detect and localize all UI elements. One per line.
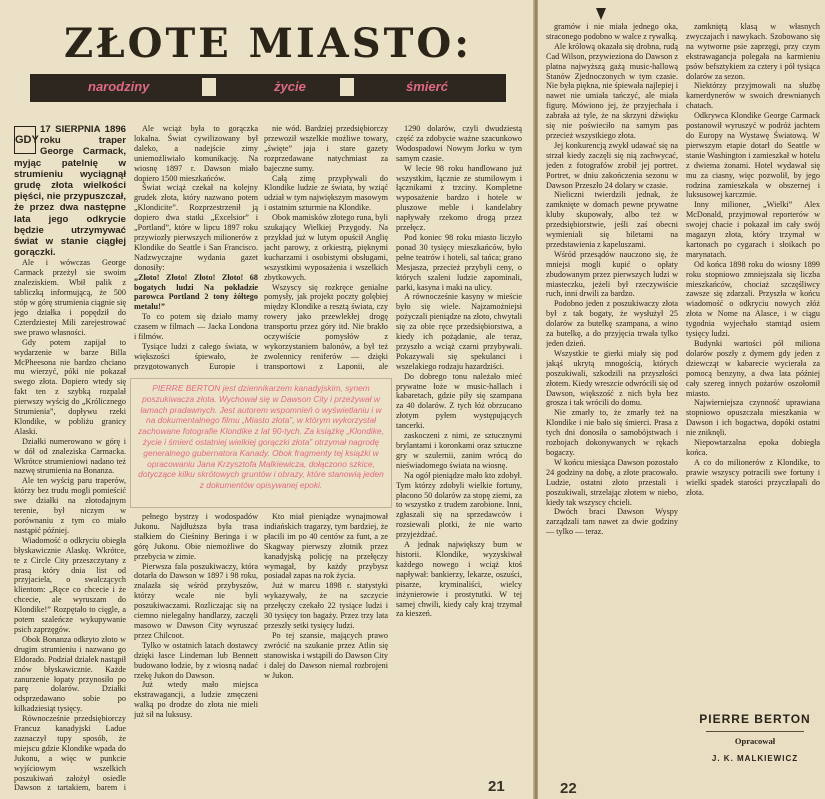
paragraph: W lecie 98 roku handlowano już wszystkim, łącznie ze stumilowym i łącznikami z trzciny. Kompletne wyposażenie bardzo i hotele w pluszowe meble i kandelabry napływały rzekomo drogą przez przełęcz. [396, 163, 522, 233]
paragraph: W końcu miesiąca Dawson pozostało 24 godziny na dobę, a złote pracowało. Ludzie, ostatni złoto przestali i poszukiwali, strzelając złotem w niebo, kiedy tak wszyscy chcieli. [546, 457, 678, 507]
paragraph: Inny milioner, „Wielki” Alex McDonald, przyjmował reporterów w swojej chacie i pokazał im cały swój magazyn złota, który trzymał w kartonach po cygarach i słoikach po marynatach. [686, 200, 820, 259]
paragraph: Ale wciąż była to gorączka lokalna. Świat cywilizowany był daleko, a nadejście zimy uniemożliwiało komunikację. Na wiosnę 1897 r. Dawson miało dopiero 1500 mieszkańców. [134, 124, 258, 183]
paragraph: Nieliczni twierdzili jednak, że zamknięte w domach pewne prywatne kluby skupowały, albo też w przedsiębiorstwie, jeśli zaś obecni wymieniali się biletami na przedstawienia z kapeluszami. [546, 190, 678, 249]
paragraph: Po tej szansie, mających prawo zwrócić na szukanie przez Atlin się stanowiska i wstąpili do Dawson City i dalej do Dawson niemal rozbrojeni w Jukon. [264, 630, 388, 680]
adapted-by-label: Opracował [734, 736, 776, 746]
paragraph: Jej konkurencją zwykł udawać się na strzał kiedy zaczęli się nią zachwycać, jeden z fotografów zrobił jej portret. Portret, w dniu zakończenia sezonu w Dawson Przeszło 24 dolary w czasie. [546, 140, 678, 190]
paragraph: pełnego bystrzy i wodospadów Jukonu. Najdłuższa była trasa stałkiem do Cieśniny Beringa i w górę Jukonu. Obie niemożliwe do przebycia w zimie. [134, 512, 258, 561]
paragraph: Odkrywca Klondike George Carmack postanowił wyruszyć w podróż jachtem do Europy na Wystawę Światową. W pierwszym etapie dotarł do Seattle w stanie Washington i zamieszkał w hotelu z dwiema żonami. Hotel wydawał się mu za ciasny, więc pozwolił, by jego rodzina zamieszkała w obszernej i luksusowej karczmie. [686, 111, 820, 200]
adapter-name: J. K. MALKIEWICZ [711, 754, 799, 763]
paragraph: Niepowtarzalna epoka dobiegła końca. [686, 438, 820, 457]
column-6 [264, 512, 388, 792]
paragraph: Budynki wartości pół miliona dolarów poszły z dymem gdy jeden z dziewcząt w kabarecie wycierała za pomocą benzyny, a dwa lata później cały szereg innych pożarów oszołomił miasto. [686, 339, 820, 398]
paragraph: 1290 dolarów, czyli dwudziestą część za zdobycie ważne szacunkowo Wodospadowi Nowym Jorku w tym samym czasie. [396, 124, 522, 163]
paragraph: Już w marcu 1898 r. statystyki wykazywały, że na szczycie przełęczy czekało 22 tysiące ludzi i 30 tysięcy ton bagaży. Przez trzy lata przeszły setki tysięcy ludzi. [264, 581, 388, 630]
paragraph: nie wód. Bardziej przedsiębiorczy przewoził wszelkie możliwe towary, „święte” jaja i stare gazety rozprzedawane natychmiast za bajeczne sumy. [264, 124, 388, 173]
paragraph: Pod koniec 98 roku miasto liczyło ponad 30 tysięcy mieszkańców, było pełne teatrów i hoteli, sal tańca; grano Mesjasza, przecież przybyli ceny, o których szaleni ludzie zapominali, parki, kasyna i maki na ulicy. [396, 232, 522, 292]
paragraph: Tysiące ludzi z całego świata, w większości śpiewało, że przygotowanych Europie i [134, 341, 258, 370]
page-number-right: 22 [560, 780, 577, 797]
paragraph: Kto miał pieniądze wynajmował indiańskich tragarzy, tym bardziej, że płacili im po 40 centów za funt, a ze Skagway pierwszy złotnik przez kanadyjską policję na przełęczy wymagał, by każdy przybysz posiadał zapas na rok życia. [264, 512, 388, 581]
paragraph: Wszystkie te gierki miały się pod jakąś ukrytą mnogością, których poszukiwali, szkodzili na przyszłości złotem. Kiedy wreszcie odwrócili się od Dawson, większość z nich była bez grosza i tak wrócili do domu. [546, 348, 678, 408]
paragraph: Nie zmarły to, że zmarły też na Klondike i nie bało się śmierci. Prasa z tych dni donosiła o samobójstwach i rozbojach dokonywanych w rękach bogaczy. [546, 408, 678, 457]
author-bio-box [130, 378, 392, 508]
paragraph: Na ogół pieniądze mało kto zdobył. Tym którzy zdobyli wielkie fortuny, płacono 50 dolarów za stopę ziemi, za to wszystko z trudem zarobione. Inni, zgłaszali się na sprzedawców i rozsiewali plotki, że nie warto przyjeżdżać. [396, 470, 522, 540]
paragraph: A jednak największy bum w historii. Klondike, wyzyskiwał każdego nowego i wciąż ktoś napływał: bankierzy, lekarze, oszuści, pisarze, kryminaliści, wielcy inżynierowie i prostytutki. W tej samej chwili, kiedy cały kraj trzymał za kieszeń. [396, 540, 522, 619]
drop-initial: GDY [14, 126, 36, 154]
paragraph: Niektórzy przyjmowali na służbę kamerdynerów w swoich drewnianych chatach. [686, 81, 820, 111]
page-number-left: 21 [488, 778, 505, 795]
column-3 [264, 124, 388, 370]
subtitle-word-birth: narodziny [88, 79, 150, 94]
subtitle-banner [30, 74, 506, 102]
paragraph: zamkniętą klasą w własnych zwyczajach i nawykach. Szobowano się na wytworne psie zaprzęgi, przy czym ekstrawagancja polegała na karmieniu psów befsztykiem za cztery i pół tysiąca dolarów za sezon. [686, 22, 820, 81]
paragraph: Ale ten wyścig paru traperów, którzy bez trudu mogli pomieścić swe działki na złotodajnym terenie, był niczym w porównaniu z tym co miało nastąpić później. [14, 476, 126, 535]
paragraph: Do dobrego tonu należało mieć prywatne łoże w music-hallach i kabaretach, gdzie piły się szampana za 40 dolarów. Z tych łóż obrzucano złotym pyłem występujących tancerki. [396, 371, 522, 431]
paragraph: Wszyscy się rozkręce genialne pomysły, jak projekt poczty golębiej między Klondike a resztą świata, czy rowery jako przewlekłej drogę transportu przez góry itd. Nie brakło oczywiście pomysłów z wykorzystaniem balonów, a był też zwolennicy reniferów — dzięki transportowi z Laponii, ale [264, 282, 388, 370]
marker-arrow-icon [596, 8, 606, 20]
right-column-2 [686, 22, 820, 704]
quoted-headline: „Złoto! Złoto! Złoto! Złoto! 68 bogatych ludzi Na pokładzie parowca Portland 2 tony żółtego metalu!” [134, 272, 258, 312]
paragraph: Gdy potem zapijał to wydarzenie w barze Billa McPheesona nie bardzo chciano mu wierzyć, póki nie pokazał swego złota. Dopiero wtedy się fakt ten z szybką rozpalał pierwszy wyścig do „Królicznego Strumienia”, dopływu rzeki Klondike, w pobliżu granicy Alaski. [14, 337, 126, 436]
column-1 [14, 124, 126, 792]
paragraph: Najwierniejsza czynność uprawiana stopniowo opuszczała mieszkania w Dawson i ich bogactwa, dopóki ostatni nie zniknęli. [686, 398, 820, 438]
paragraph: Dwóch braci Dawson Wyspy zarządzali tam nawet za dwie godziny — tylko — teraz. [546, 507, 678, 537]
paragraph: Tylko w ostatnich latach dostawcy dzięki łasce Lindeman lub Bennett budowano łodzie, by z wiosną nadać rzekę Jukon do Dawson. [134, 640, 258, 680]
column-5 [134, 512, 258, 792]
paragraph: Wiadomość o odkryciu obiegła błyskawicznie Alaskę. Wkrótce, te z Circle City przeszczytany z prasą który dnia list od przyjaciela, o swalczących klientom: „Ręce co chcecie i że chcecie, ale wyruszam do Klondike!” Rozpętało to cięgle, a potem szaleńcze wykupywanie psich zaprzęgów. [14, 535, 126, 634]
paragraph: Od końca 1898 roku do wiosny 1899 roku stopniowo zmniejszała się liczba mieszkańców, chociaż szczęśliwcy zawsze się zdarzali. Przyszła w końcu wiadomość o odkryciu nowych złóż złota w Nome na Alasce, i w ciągu tygodnia wyjechało stamtąd osiem tysięcy ludzi. [686, 259, 820, 339]
lead-paragraph: 17 SIERPNIA 1896 roku traper George Carmack, myjąc patelnię w strumieniu wyciągnął grudę złota wielkości pięści, nie przypuszczał, że przez dwa następne lata jego odkrycie będzie utrzymywać świat w stanie ciągłej gorączki. [14, 124, 126, 259]
byline-rule [706, 731, 804, 732]
paragraph: Świat wciąż czekał na kolejny grudek złota, który nazwano potem „Klondicite”. Rozprzestrzenił ją dopiero dwa statki „Excelsior” i „Portland”, które w lipcu 1897 roku przywiozły pierwszych milionerów z Klondike do Seattle i San Francisco. Nadzwyczajne wydania gazet donosiły: [134, 183, 258, 272]
paragraph: Już wtedy mało miejsca ekstrawagancji, a ludzie zmęczeni walką po drodze do złota nie mieli już sił na luksusy. [134, 680, 258, 720]
paragraph: Podobno jeden z poszukiwaczy złota był z tak bogaty, że wysłużył 25 dolarów za butelkę szampana, a wino za butelkę, a do przyjęcia trwała tylko jeden dzień. [546, 299, 678, 348]
article-title: ZŁOTE MIASTO: [64, 20, 472, 67]
paragraph: To co potem się działo mamy czasem w filmach — Jacka Londona i filmów. [134, 312, 258, 342]
author-bio-text: PIERRE BERTON jest dziennikarzem kanadyjskim, synem poszukiwacza złota. Wychował się w Dawson City i przeżywał w lamach pradawnych. Jest autorem wspomnień o wyświetlaniu i w na dokumentalnego filmu „Miasto złota”, w którym wykorzystał zachowane fotografie Klondike z lat 90-tych. Za książkę „Klondike, życie i śmierć ostatniej wielkiej gorączki złota” otrzymał nagrodę generalnego gubernatora Kanady. Obok fragmenty tej książki w opracowaniu Jana Krzysztofa Malkiewicza, dołączono szkice, dotyczące kilku skrótowych gruntów i obrazy, które stanowią jeden z dokumentów opisywanej epoki. [138, 383, 384, 491]
paragraph: Ale królową okazała się drobna, rudą Cad Wilson, przywieziona do Dawson z platna najwyższą gażą music-hallową Stanów Zjednoczonych w tym czasie. Nie była piękna, nie śpiewała najlepiej i nawet nie umiała tańczyć, ale miała figurę. Mówiono jej, że przyjechała i zabrała aż tyle, że na skrzyni dźwięku się nie poświeciło na samym pas przecież wszystkiego złota. [546, 41, 678, 140]
subtitle-word-death: śmierć [406, 79, 448, 94]
closing-paragraph: A co do milionerów z Klondike, to prawie wszyscy potracili swe fortuny i wielki spadek starości przyczłapali do złota. [686, 457, 820, 497]
paragraph: Wśród przesądów nauczono się, że mniejsi mogli kupić o opłaty zbudowanym przez pierwszych ludzi w miasteczku, jeżeli był rzeczywiście ruch, inni drwili za bardzo. [546, 249, 678, 299]
banner-divider [202, 78, 216, 96]
paragraph: Obok Bonanza odkryto złoto w drugim strumieniu i nazwano go Eldorado. Podział działek nastąpił znów błyskawicznie. Każde zanurzenie łopaty przynosiło po parę dolarów. Działki odsprzedawano sobie po kilkadziesiąt tysięcy. [14, 634, 126, 714]
paragraph: Ale i wówczas George Carmack przeżył sie swoim znaleziskiem. Wbił palik z tabliczką informującą, że 500 stóp w górę strumienia ciągnie się jego działka i popędził do Czterdziestej Mili zarejestrować swe prawo własności. [14, 258, 126, 337]
column-2 [134, 124, 258, 370]
paragraph: Całą zimę przypływali do Klondike ludzie ze świata, by wziąć udział w tym największym masowym i ostatnim szturmie na Klondike. [264, 173, 388, 213]
banner-divider [340, 78, 354, 96]
paragraph: Obok mamisków złotego runa, byli szukający Wielkiej Przygody. Na przykład już w lutym opuścił Anglię jacht parowy, z orkiestrą, pięknymi kucharzami i osobistymi obsługami, wszystkimi wyposażenia i wszelkich zbytkowych. [264, 213, 388, 282]
paragraph: A równocześnie kasyny w mieście było się wiele. Najzamożniejsi pożyczali pieniądze na złoto, chwytali się za obie ręce przedsiębiorstwa, a kiedy ich pożądanie, ale teraz, przyszło a wciąż czarni przybywali. Pokazywali się spekulanci i wszelakiego rodzaju hazardziści. [396, 292, 522, 371]
right-column-1 [546, 22, 678, 774]
paragraph: Działki numerowano w górę i w dół od znaleziska Carmacka. Wkrótce strumieniowi nadano też nazwę strumienia na Bonanza. [14, 436, 126, 476]
paragraph: Pierwsza fala poszukiwaczy, która dotarła do Dawson w 1897 i 98 roku, znalazła się wśród przybyszów, którzy wcale nie byli poszukiwaczami. Rozliczając się na ciemno nielegalny handlarzy, zaczęli masowo w Dawson City wyruszać przez Chilcoot. [134, 561, 258, 640]
paragraph: Równocześnie przedsiębiorczy Francuz kanadyjski Ladue zaznaczył tupy sposób, że miejscu gdzie Klondike wpada do Jukonu, a więc w punkcie wyjściowym wszelkich poszukiwań założył osiedle Dawson z tartakiem, barem i [14, 714, 126, 792]
paragraph: gramów i nie miała jednego oka, straconego podobno w walce z rywalką. [546, 22, 678, 41]
author-name: PIERRE BERTON [699, 712, 811, 726]
paragraph: zaskoczeni z nimi, ze sztucznymi brylantami i koronkami oraz sztuczne gry w szulernii, zanim wrócą do nieświadomego świata na wiosnę. [396, 431, 522, 470]
column-4 [396, 124, 522, 792]
subtitle-word-life: życie [274, 79, 306, 94]
